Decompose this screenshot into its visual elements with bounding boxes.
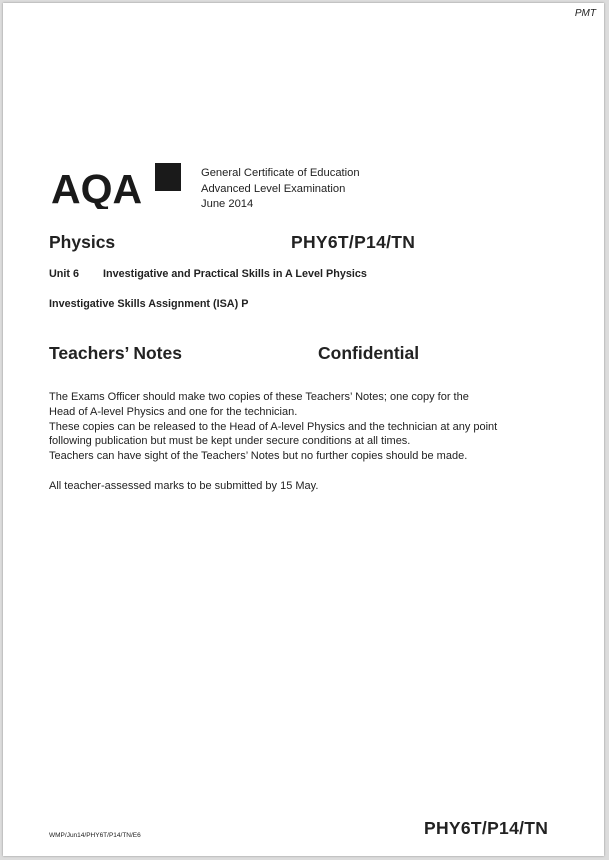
aqa-logo xyxy=(49,159,183,209)
footer-paper-code: PHY6T/P14/TN xyxy=(424,818,549,838)
document-page xyxy=(3,3,604,856)
instruction-line: following publication but must be kept under secure conditions at all times. xyxy=(49,435,411,448)
unit-label: Unit 6 xyxy=(49,268,79,280)
deadline-note: All teacher-assessed marks to be submitted by 15 May. xyxy=(49,479,319,492)
page-marker: PMT xyxy=(574,8,596,19)
unit-line xyxy=(49,268,367,280)
footer-reference: WMP/Jun14/PHY6T/P14/TN/E6 xyxy=(49,832,141,839)
unit-title: Investigative and Practical Skills in A Level Physics xyxy=(103,268,367,280)
qualification: General Certificate of Education xyxy=(201,167,360,179)
aqa-logo-text: AQA xyxy=(51,166,143,209)
instruction-line: Head of A-level Physics and one for the technician. xyxy=(49,405,298,418)
instructions-text xyxy=(49,390,549,494)
instruction-line: The Exams Officer should make two copies of these Teachers’ Notes; one copy for the xyxy=(49,391,469,403)
exam-header xyxy=(201,166,360,213)
instruction-line: Teachers can have sight of the Teachers’ Notes but no further copies should be made. xyxy=(49,450,468,463)
subject-title: Physics xyxy=(49,232,116,252)
instruction-line: These copies can be released to the Head of A-level Physics and the technician at any point xyxy=(49,420,498,433)
classification-label: Confidential xyxy=(318,343,420,363)
document-title: Teachers’ Notes xyxy=(49,343,182,363)
exam-session: June 2014 xyxy=(201,198,254,210)
exam-level: Advanced Level Examination xyxy=(201,182,346,195)
assignment-title: Investigative Skills Assignment (ISA) P xyxy=(49,298,249,310)
paper-code: PHY6T/P14/TN xyxy=(291,232,416,252)
